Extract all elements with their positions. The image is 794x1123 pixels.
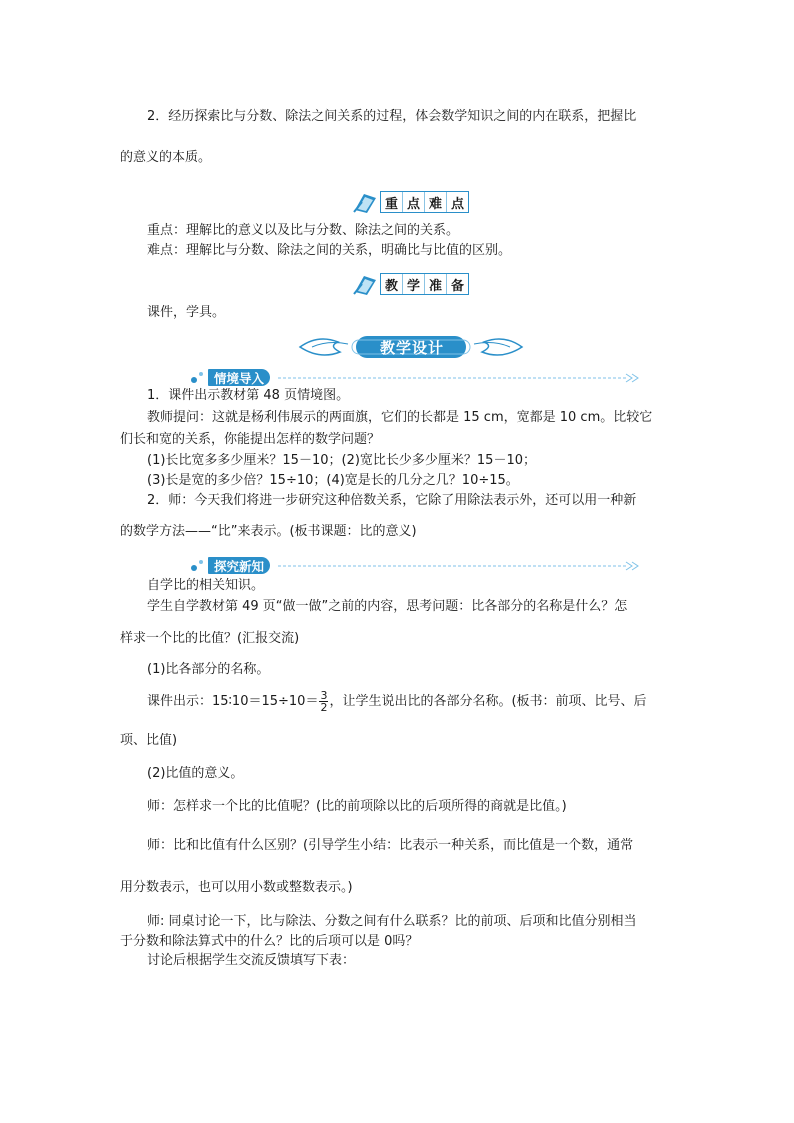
explore-line-5 [147,690,647,713]
intro-line-6: 2．师：今天我们将进一步研究这种倍数关系，它除了用除法表示外，还可以用一种新 [147,493,637,508]
prep-heading [352,272,469,296]
keypoints-char-2: 点 [403,192,425,212]
explore-line-1: 自学比的相关知识。 [147,578,265,593]
goal-2-line-1: 2．经历探索比与分数、除法之间关系的过程，体会数学知识之间的内在联系，把握比 [147,109,637,124]
explore-line-12: 于分数和除法算式中的什么？比的后项可以是 0吗？ [120,934,419,949]
intro-line-2: 教师提问：这就是杨利伟展示的两面旗，它们的长都是 15 cm，宽都是 10 cm。比较它 [147,410,653,425]
fraction-denominator: 2 [320,701,328,714]
prep-char-1: 教 [381,274,403,294]
intro-line-3: 们长和宽的关系，你能提出怎样的数学问题？ [120,432,381,447]
prep-char-2: 学 [403,274,425,294]
fraction-numerator: 3 [320,689,328,702]
explore-line-8: 师：怎样求一个比的比值呢？(比的前项除以比的后项所得的商就是比值。) [147,799,567,814]
intro-line-7: 的数学方法——“比”来表示。(板书课题：比的意义) [120,524,417,539]
explore-line-5-end: ，让学生说出比的各部分名称。(板书：前项、比号、后 [329,694,647,709]
explore-line-4: (1)比各部分的名称。 [147,662,270,677]
keypoints-char-1: 重 [381,192,403,212]
explore-line-3: 样求一个比的比值？(汇报交流) [120,631,300,646]
goal-2-line-2: 的意义的本质。 [120,150,212,165]
intro-line-1: 1．课件出示教材第 48 页情境图。 [147,388,350,403]
explore-line-13: 讨论后根据学生交流反馈填写下表： [147,953,356,968]
prep-text: 课件，学具。 [147,305,226,320]
explore-line-6: 项、比值) [120,733,178,748]
teaching-design-title: 教学设计 [379,338,444,357]
fraction-3-2 [319,690,328,713]
book-icon [352,190,378,214]
explore-line-7: (2)比值的意义。 [147,766,244,781]
prep-char-3: 准 [425,274,447,294]
keypoints-difficulty: 难点：理解比与分数、除法之间的关系，明确比与比值的区别。 [147,243,512,258]
keypoints-char-4: 点 [450,196,464,212]
keypoints-heading [352,190,469,214]
explore-line-10: 用分数表示，也可以用小数或整数表示。) [120,880,353,895]
explore-line-11: 师: 同桌讨论一下，比与除法、分数之间有什么联系？比的前项、后项和比值分别相当 [147,914,637,929]
intro-line-5: (3)长是宽的多少倍？15÷10；(4)宽是长的几分之几？10÷15。 [147,473,519,488]
explore-line-2: 学生自学教材第 49 页“做一做”之前的内容，思考问题：比各部分的名称是什么？怎 [147,599,628,614]
intro-line-4: (1)长比宽多多少厘米？15－10；(2)宽比长少多少厘米？15－10； [147,453,536,468]
explore-tag: 探究新知 [208,557,270,574]
explore-line-9: 师：比和比值有什么区别？(引导学生小结：比表示一种关系，而比值是一个数，通常 [147,838,634,853]
intro-tag: 情境导入 [208,369,270,386]
keypoints-emphasis: 重点：理解比的意义以及比与分数、除法之间的关系。 [147,223,460,238]
prep-char-4: 备 [450,278,464,294]
explore-line-5-start: 课件出示：15∶10＝15÷10＝ [147,694,319,709]
keypoints-char-3: 难 [425,192,447,212]
book-icon [352,272,378,296]
